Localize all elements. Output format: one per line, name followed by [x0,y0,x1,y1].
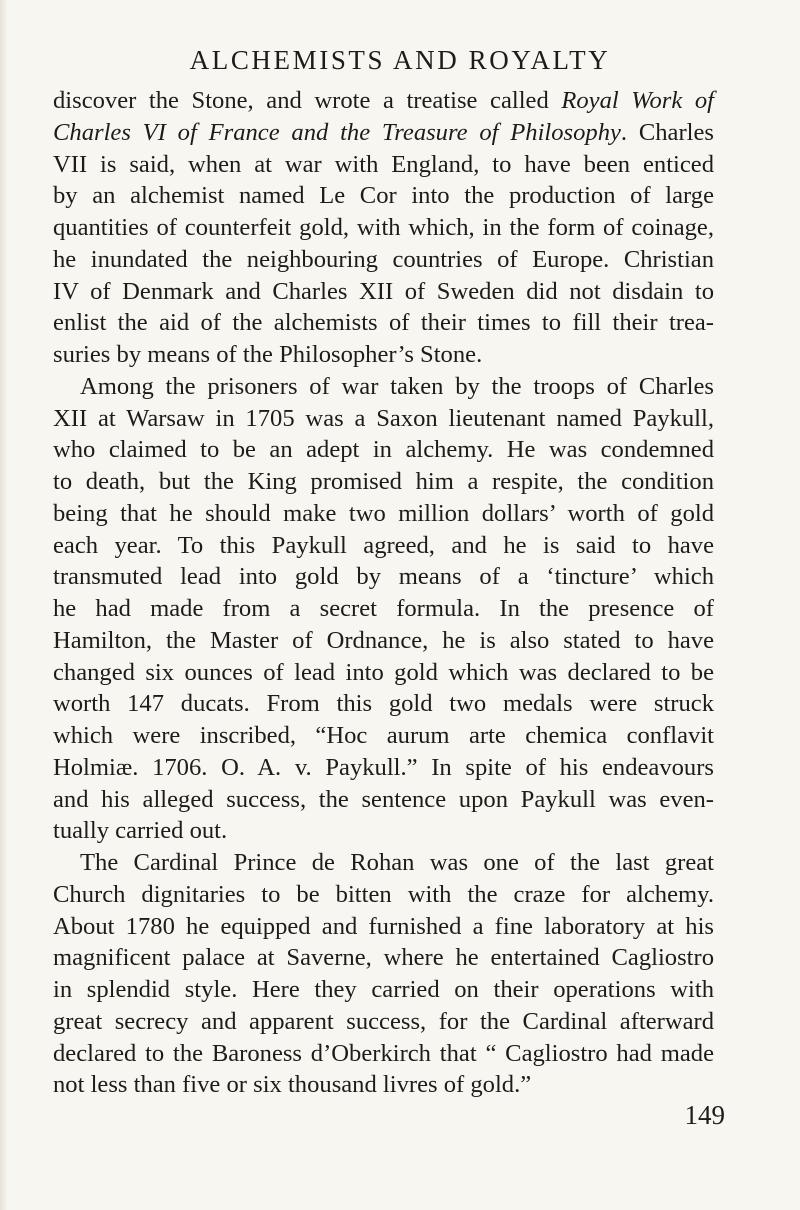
line-text: IV of Denmark and Charles XII of Sweden did not disdain to [53,277,714,305]
line-text: by an alchemist named Le Cor into the production of large [53,182,714,210]
text-line [53,784,714,816]
line-text: worth 147 ducats. From this gold two medals were struck [53,690,714,718]
line-text: discover the Stone, and wrote a treatise called [53,87,562,114]
text-line [53,530,714,562]
line-text: transmuted lead into gold by means of a ‘tincture’ which [53,563,714,591]
line-text: he had made from a secret formula. In the presence of [53,595,714,622]
text-line [53,244,714,276]
text-line [53,498,714,530]
text-line [53,434,714,466]
italic-title-text: Royal Work of [561,87,714,114]
text-line [53,1038,714,1070]
body-text [53,85,714,1101]
line-text: being that he should make two million dollars’ worth of gold [53,499,714,527]
text-line [53,847,714,879]
line-text: he inundated the neighbouring countries of Europe. Christian [53,245,714,273]
line-text: quantities of counterfeit gold, with which, in the form of coinage, [53,214,714,241]
text-line [53,625,714,657]
text-line [53,180,714,212]
line-text: in splendid style. Here they carried on their operations with [53,976,714,1003]
text-line [53,371,714,403]
line-text: to death, but the King promised him a respite, the condition [53,468,714,495]
line-text: declared to the Baroness d’Oberkirch that “ Cagliostro had made [53,1039,714,1067]
line-text: Hamilton, the Master of Ordnance, he is also stated to have [53,626,714,654]
text-line [53,593,714,625]
text-line [53,149,714,181]
text-line [53,911,714,943]
text-line [53,403,714,435]
line-text: VII is said, when at war with England, to have been enticed [53,150,714,178]
text-line [53,339,714,371]
line-text: and his alleged success, the sentence upon Paykull was even- [53,785,714,813]
running-head: ALCHEMISTS AND ROYALTY [189,45,611,75]
line-text: XII at Warsaw in 1705 was a Saxon lieutenant named Paykull, [53,404,714,432]
text-line [53,212,714,244]
line-text: magnificent palace at Saverne, where he entertained Cagliostro [53,944,714,972]
text-line [53,1006,714,1038]
text-line [53,307,714,339]
line-text: changed six ounces of lead into gold which was declared to be [53,658,714,686]
text-line [53,942,714,974]
line-text: Church dignitaries to be bitten with the craze for alchemy. [53,880,714,908]
text-line [53,117,714,149]
text-line [53,688,714,720]
text-line [53,752,714,784]
line-text: great secrecy and apparent success, for the Cardinal afterward [53,1007,714,1035]
text-line [53,85,714,117]
line-text: each year. To this Paykull agreed, and he is said to have [53,531,714,559]
page-number: 149 [684,1100,725,1130]
line-text: tually carried out. [53,817,228,845]
text-line [53,466,714,498]
line-text: enlist the aid of the alchemists of their times to fill their trea- [53,309,714,337]
text-line [53,815,714,847]
line-text: not less than five or six thousand livres of gold.” [53,1071,532,1099]
line-text: About 1780 he equipped and furnished a fine laboratory at his [53,912,714,940]
page-gutter-shadow [0,0,8,1210]
text-line [53,1069,714,1101]
italic-title-text: Charles VI of France and the Treasure of Philosophy [53,118,621,146]
text-line [53,974,714,1006]
text-line [53,879,714,911]
line-text: which were inscribed, “Hoc aurum arte chemica conflavit [53,722,714,749]
text-line [53,657,714,689]
text-line [53,720,714,752]
line-text: Among the prisoners of war taken by the troops of Charles [80,372,714,400]
line-text: . Charles [620,118,714,146]
line-text: The Cardinal Prince de Rohan was one of the last great [80,849,714,876]
line-text: Holmiæ. 1706. O. A. v. Paykull.” In spite of his endeavours [53,753,714,781]
line-text: who claimed to be an adept in alchemy. He was condemned [53,436,714,464]
text-line [53,276,714,308]
text-line [53,561,714,593]
line-text: suries by means of the Philosopher’s Stone. [53,341,483,368]
